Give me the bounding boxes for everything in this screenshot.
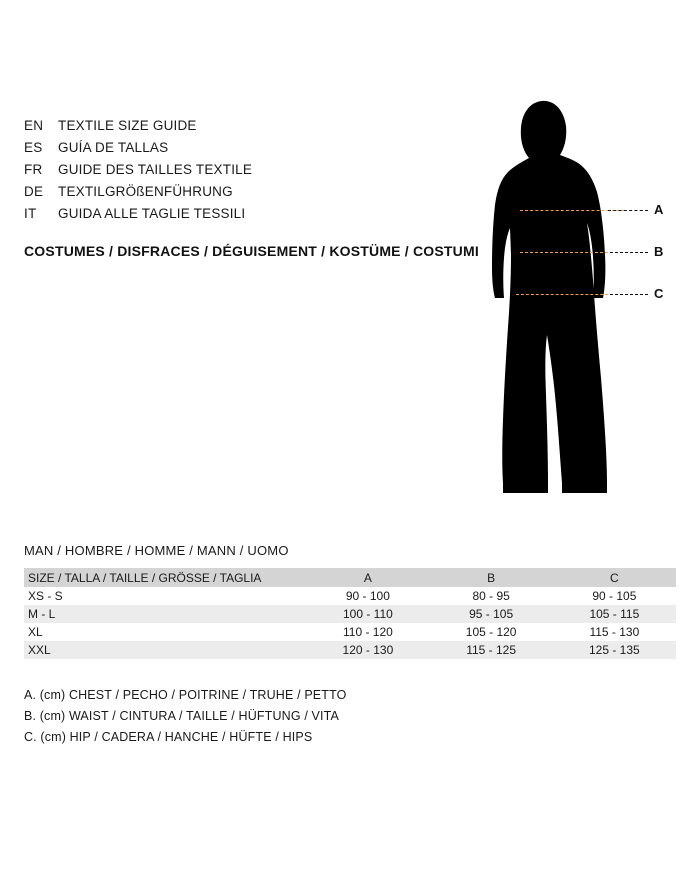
table-header-a: A xyxy=(363,570,372,585)
language-row xyxy=(24,118,464,140)
table-title: MAN / HOMBRE / HOMME / MANN / UOMO xyxy=(24,543,289,558)
cell-a: 120 - 130 xyxy=(342,643,394,657)
cell-b: 105 - 120 xyxy=(465,625,517,639)
language-row xyxy=(24,162,464,184)
cell-c: 115 - 130 xyxy=(589,625,640,639)
cell-b: 115 - 125 xyxy=(466,643,517,657)
male-silhouette-icon xyxy=(470,95,670,525)
table-row xyxy=(24,623,676,641)
table-header-c: C xyxy=(610,570,619,585)
cell-size: M - L xyxy=(28,607,56,621)
cell-a: 110 - 120 xyxy=(342,625,393,639)
language-text: GUIDA ALLE TAGLIE TESSILI xyxy=(58,206,246,221)
measure-line-b-extension xyxy=(610,252,648,253)
measure-label-a: A xyxy=(654,202,664,217)
cell-c: 105 - 115 xyxy=(589,607,640,621)
language-code: EN xyxy=(24,118,44,133)
cell-b: 80 - 95 xyxy=(472,589,510,603)
language-row xyxy=(24,206,464,228)
measure-line-a-extension xyxy=(608,210,648,211)
legend-row-b: B. (cm) WAIST / CINTURA / TAILLE / HÜFTUNG / VITA xyxy=(24,709,340,723)
language-list xyxy=(24,118,464,228)
costumes-subtitle: COSTUMES / DISFRACES / DÉGUISEMENT / KOSTÜME / COSTUMI xyxy=(24,243,479,259)
measure-line-c-extension xyxy=(610,294,648,295)
size-table xyxy=(24,568,676,659)
table-header-row xyxy=(24,568,676,587)
cell-c: 90 - 105 xyxy=(592,589,637,603)
measure-label-b: B xyxy=(654,244,664,259)
language-text: GUÍA DE TALLAS xyxy=(58,140,169,155)
language-text: GUIDE DES TAILLES TEXTILE xyxy=(58,162,253,177)
language-row xyxy=(24,184,464,206)
language-code: DE xyxy=(24,184,44,199)
measure-label-c: C xyxy=(654,286,664,301)
cell-size: XXL xyxy=(28,643,51,657)
cell-a: 90 - 100 xyxy=(345,589,390,603)
table-header-b: B xyxy=(487,570,496,585)
cell-a: 100 - 110 xyxy=(342,607,393,621)
legend-row-c: C. (cm) HIP / CADERA / HANCHE / HÜFTE / HIPS xyxy=(24,730,313,744)
language-row xyxy=(24,140,464,162)
cell-b: 95 - 105 xyxy=(469,607,514,621)
table-header-size: SIZE / TALLA / TAILLE / GRÖSSE / TAGLIA xyxy=(28,570,262,585)
table-row xyxy=(24,605,676,623)
cell-size: XS - S xyxy=(28,589,63,603)
legend-row-a: A. (cm) CHEST / PECHO / POITRINE / TRUHE / PETTO xyxy=(24,688,347,702)
language-text: TEXTILGRÖßENFÜHRUNG xyxy=(58,184,233,199)
measurement-legend xyxy=(24,688,347,751)
language-text: TEXTILE SIZE GUIDE xyxy=(58,118,197,133)
language-code: ES xyxy=(24,140,43,155)
cell-c: 125 - 135 xyxy=(589,643,640,657)
table-row xyxy=(24,641,676,659)
cell-size: XL xyxy=(28,625,43,639)
table-row xyxy=(24,587,676,605)
body-figure xyxy=(470,95,670,525)
language-code: IT xyxy=(24,206,37,221)
language-code: FR xyxy=(24,162,43,177)
